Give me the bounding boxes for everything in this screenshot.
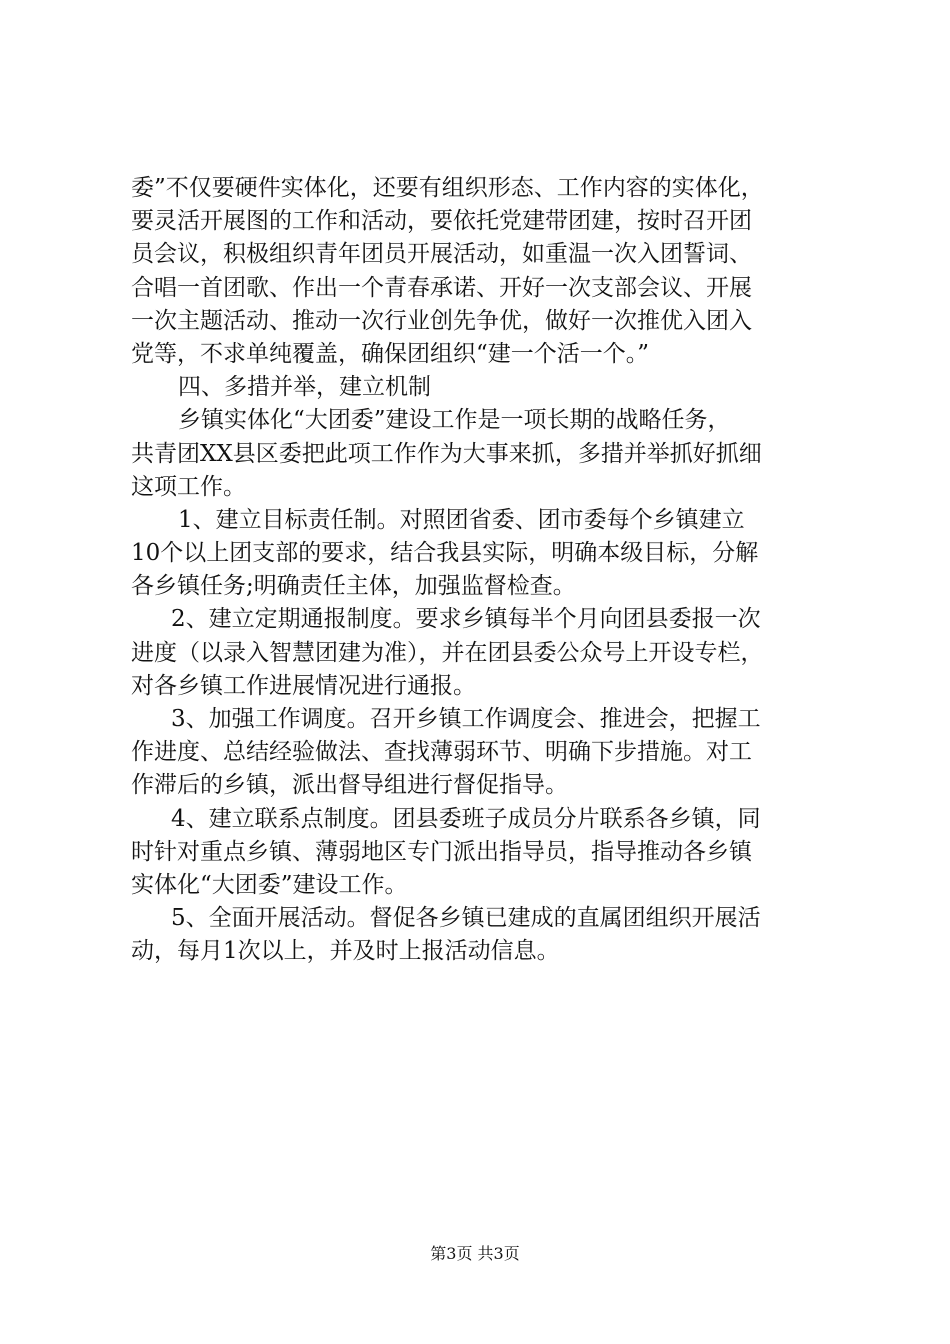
list-item-line: 4、建立联系点制度。团县委班子成员分片联系各乡镇，同 xyxy=(171,805,761,832)
paragraph-line: 时针对重点乡镇、薄弱地区专门派出指导员，指导推动各乡镇 xyxy=(131,838,752,865)
list-item-line: 1、建立目标责任制。对照团省委、团市委每个乡镇建立 xyxy=(178,506,745,533)
paragraph-line: 这项工作。 xyxy=(131,473,246,500)
document-body xyxy=(131,172,831,969)
paragraph-line: 动，每月1次以上，并及时上报活动信息。 xyxy=(131,938,560,965)
paragraph-line: 进度（以录入智慧团建为准），并在团县委公众号上开设专栏， xyxy=(131,639,764,666)
page-footer: 第3页 共3页 xyxy=(430,1244,520,1263)
list-item-line: 2、建立定期通报制度。要求乡镇每半个月向团县委报一次 xyxy=(171,606,761,633)
list-item-line: 3、加强工作调度。召开乡镇工作调度会、推进会，把握工 xyxy=(171,706,761,732)
list-item-line: 5、全面开展活动。督促各乡镇已建成的直属团组织开展活 xyxy=(171,905,761,932)
paragraph-line: 要灵活开展图的工作和活动，要依托党建带团建，按时召开团 xyxy=(131,208,752,235)
paragraph-line: 作进度、总结经验做法、查找薄弱环节、明确下步措施。对工 xyxy=(131,739,752,766)
paragraph-line: 一次主题活动、推动一次行业创先争优，做好一次推优入团入 xyxy=(131,307,752,334)
paragraph-line: 10个以上团支部的要求，结合我县实际，明确本级目标，分解 xyxy=(131,540,759,567)
paragraph-line: 共青团XX县区委把此项工作作为大事来抓，多措并举抓好抓细 xyxy=(131,440,762,467)
paragraph-line: 员会议，积极组织青年团员开展活动，如重温一次入团誓词、 xyxy=(131,241,752,268)
paragraph-line: 乡镇实体化“大团委”建设工作是一项长期的战略任务， xyxy=(178,407,731,434)
paragraph-line: 作滞后的乡镇，派出督导组进行督促指导。 xyxy=(131,772,568,799)
paragraph-line: 对各乡镇工作进展情况进行通报。 xyxy=(131,672,476,699)
paragraph-line: 实体化“大团委”建设工作。 xyxy=(131,871,408,898)
paragraph-line: 各乡镇任务;明确责任主体，加强监督检查。 xyxy=(131,573,576,600)
paragraph-line: 委”不仅要硬件实体化，还要有组织形态、工作内容的实体化， xyxy=(131,175,764,201)
paragraph-line: 合唱一首团歌、作出一个青春承诺、开好一次支部会议、开展 xyxy=(131,274,752,301)
section-heading: 四、多措并举，建立机制 xyxy=(178,374,431,401)
paragraph-line: 党等，不求单纯覆盖，确保团组织“建一个活一个。” xyxy=(131,340,650,367)
